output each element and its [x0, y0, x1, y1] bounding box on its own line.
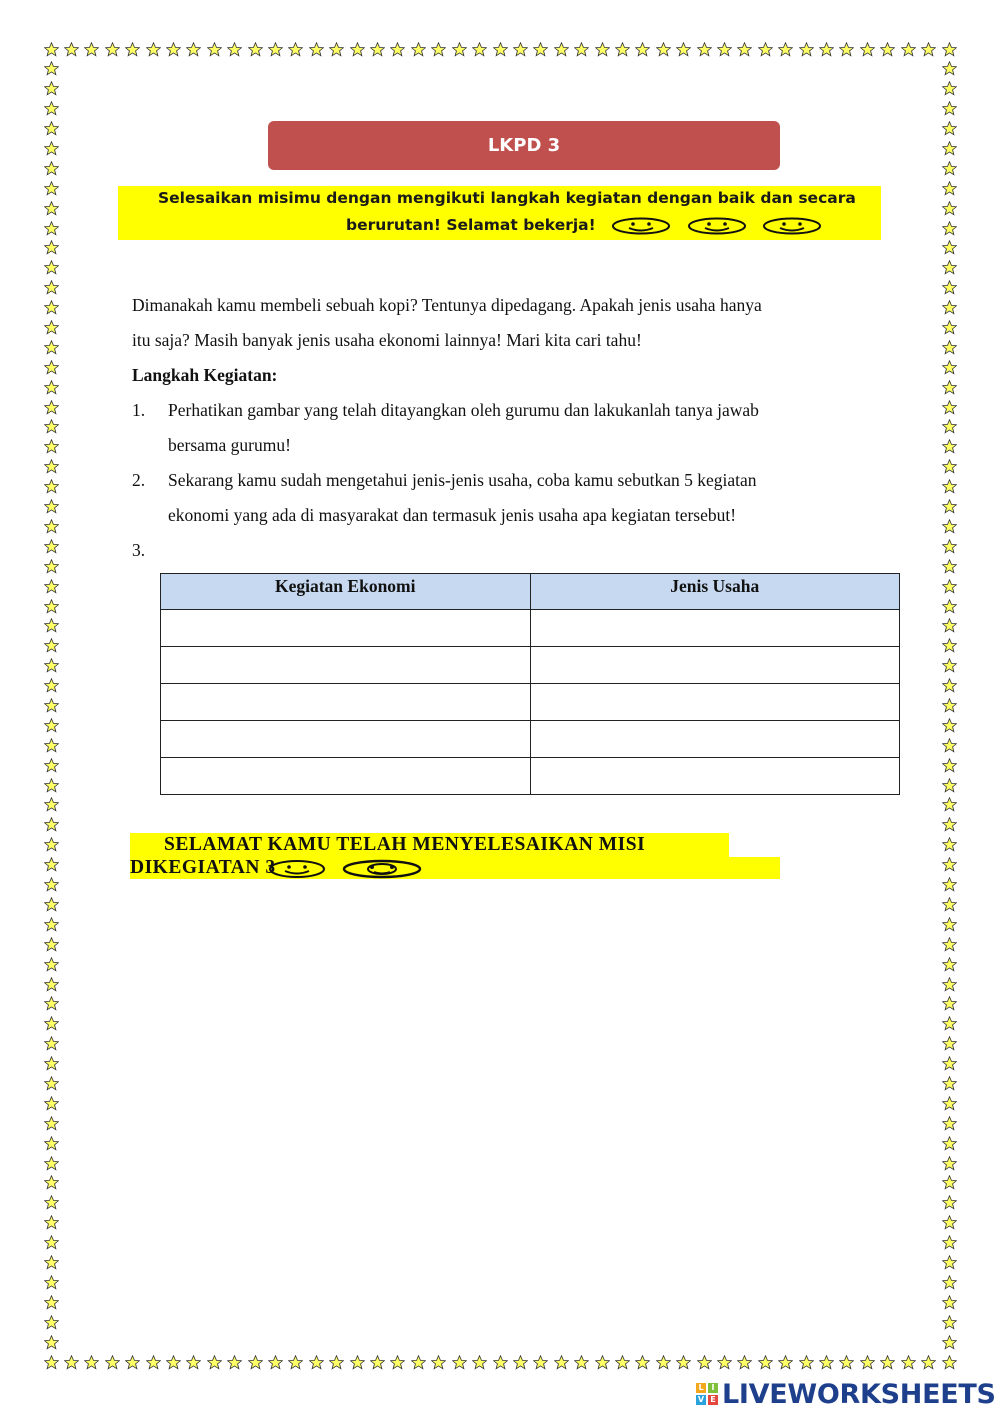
- star-icon: [942, 221, 957, 236]
- star-icon: [370, 1355, 385, 1370]
- liveworksheets-logo: [696, 1377, 996, 1411]
- star-icon: [44, 797, 59, 812]
- star-icon: [411, 1355, 426, 1370]
- star-icon: [942, 996, 957, 1011]
- star-icon: [44, 1156, 59, 1171]
- step-1-line-1: Perhatikan gambar yang telah ditayangkan oleh gurumu dan lakukanlah tanya jawab: [168, 400, 759, 420]
- star-icon: [942, 539, 957, 554]
- star-icon: [942, 559, 957, 574]
- star-icon: [942, 837, 957, 852]
- star-icon: [921, 42, 936, 57]
- star-icon: [574, 1355, 589, 1370]
- star-icon: [799, 42, 814, 57]
- star-icon: [186, 42, 201, 57]
- star-icon: [44, 897, 59, 912]
- star-icon: [472, 1355, 487, 1370]
- star-icon: [839, 1355, 854, 1370]
- star-icon: [105, 1355, 120, 1370]
- star-icon: [942, 1215, 957, 1230]
- star-icon: [64, 1355, 79, 1370]
- star-icon: [44, 877, 59, 892]
- star-icon: [942, 320, 957, 335]
- smiley-icon: [611, 217, 671, 235]
- star-icon: [942, 479, 957, 494]
- star-icon: [799, 1355, 814, 1370]
- star-icon: [942, 1036, 957, 1051]
- smiley-icon: [687, 217, 747, 235]
- star-icon: [44, 658, 59, 673]
- instruction-banner: [118, 186, 881, 240]
- closing-line-1: SELAMAT KAMU TELAH MENYELESAIKAN MISI: [130, 833, 729, 857]
- star-icon: [44, 758, 59, 773]
- star-icon: [146, 42, 161, 57]
- star-icon: [44, 559, 59, 574]
- star-icon: [44, 260, 59, 275]
- star-icon: [44, 1235, 59, 1250]
- instruction-line-2: [346, 216, 822, 235]
- star-icon: [390, 42, 405, 57]
- star-icon: [595, 1355, 610, 1370]
- closing-line-2: [130, 857, 780, 879]
- star-icon: [44, 320, 59, 335]
- star-icon: [942, 937, 957, 952]
- star-icon: [513, 42, 528, 57]
- star-icon: [227, 1355, 242, 1370]
- star-icon: [737, 42, 752, 57]
- star-icon: [248, 1355, 263, 1370]
- step-1-line-2: bersama gurumu!: [168, 435, 291, 455]
- star-icon: [44, 61, 59, 76]
- answer-cell-kegiatan[interactable]: [161, 647, 531, 684]
- star-icon: [942, 519, 957, 534]
- star-icon: [44, 240, 59, 255]
- star-icon: [44, 579, 59, 594]
- answer-cell-kegiatan[interactable]: [161, 684, 531, 721]
- star-icon: [942, 658, 957, 673]
- star-icon: [778, 1355, 793, 1370]
- step-3-number: 3.: [132, 540, 146, 560]
- star-icon: [44, 638, 59, 653]
- star-icon: [125, 1355, 140, 1370]
- star-icon: [329, 1355, 344, 1370]
- star-icon: [595, 42, 610, 57]
- star-icon: [309, 42, 324, 57]
- intro-line-2: itu saja? Masih banyak jenis usaha ekonomi lainnya! Mari kita cari tahu!: [132, 330, 642, 350]
- star-icon: [880, 42, 895, 57]
- star-icon: [44, 1136, 59, 1151]
- star-icon: [329, 42, 344, 57]
- table-header-row: [161, 574, 900, 610]
- star-icon: [44, 141, 59, 156]
- star-icon: [676, 42, 691, 57]
- star-icon: [942, 738, 957, 753]
- star-icon: [942, 1255, 957, 1270]
- star-icon: [819, 1355, 834, 1370]
- star-icon: [942, 439, 957, 454]
- star-icon: [533, 1355, 548, 1370]
- star-icon: [44, 1175, 59, 1190]
- star-icon: [839, 42, 854, 57]
- star-icon: [676, 1355, 691, 1370]
- star-icon: [44, 817, 59, 832]
- step-2-number: 2.: [132, 470, 146, 490]
- star-icon: [942, 181, 957, 196]
- star-icon: [44, 678, 59, 693]
- star-icon: [105, 42, 120, 57]
- step-2-line-1: Sekarang kamu sudah mengetahui jenis-jenis usaha, coba kamu sebutkan 5 kegiatan: [168, 470, 757, 490]
- star-icon: [350, 42, 365, 57]
- star-icon: [44, 1096, 59, 1111]
- star-icon: [942, 380, 957, 395]
- star-icon: [207, 42, 222, 57]
- star-icon: [942, 280, 957, 295]
- star-icon: [615, 42, 630, 57]
- star-icon: [901, 42, 916, 57]
- star-icon: [64, 42, 79, 57]
- star-icon: [942, 638, 957, 653]
- star-icon: [942, 1355, 957, 1370]
- star-icon: [819, 42, 834, 57]
- star-icon: [166, 1355, 181, 1370]
- star-icon: [758, 1355, 773, 1370]
- star-icon: [942, 240, 957, 255]
- star-icon: [44, 181, 59, 196]
- star-icon: [44, 400, 59, 415]
- star-icon: [942, 857, 957, 872]
- table-row: [161, 647, 900, 684]
- star-icon: [942, 698, 957, 713]
- star-icon: [942, 61, 957, 76]
- star-icon: [656, 1355, 671, 1370]
- star-icon: [44, 738, 59, 753]
- star-icon: [44, 280, 59, 295]
- star-icon: [942, 897, 957, 912]
- star-icon: [758, 42, 773, 57]
- star-icon: [901, 1355, 916, 1370]
- star-icon: [44, 1056, 59, 1071]
- star-icon: [44, 201, 59, 216]
- star-icon: [493, 42, 508, 57]
- star-icon: [44, 419, 59, 434]
- star-icon: [942, 718, 957, 733]
- star-icon: [84, 1355, 99, 1370]
- star-icon: [697, 1355, 712, 1370]
- star-icon: [186, 1355, 201, 1370]
- star-icon: [44, 1275, 59, 1290]
- star-icon: [880, 1355, 895, 1370]
- star-icon: [288, 1355, 303, 1370]
- worksheet-title: LKPD 3: [268, 121, 780, 170]
- liveworksheets-wordmark: LIVEWORKSHEETS: [722, 1378, 996, 1410]
- star-icon: [268, 1355, 283, 1370]
- star-icon: [166, 42, 181, 57]
- star-icon: [44, 121, 59, 136]
- star-icon: [44, 857, 59, 872]
- star-icon: [44, 499, 59, 514]
- star-icon: [44, 1116, 59, 1131]
- closing-line-2-text: DIKEGIATAN 3: [130, 857, 276, 878]
- star-icon: [942, 797, 957, 812]
- star-icon: [942, 360, 957, 375]
- star-icon: [942, 400, 957, 415]
- star-icon: [921, 1355, 936, 1370]
- star-icon: [44, 479, 59, 494]
- star-icon: [554, 42, 569, 57]
- star-icon: [44, 519, 59, 534]
- star-icon: [635, 1355, 650, 1370]
- step-1-number: 1.: [132, 400, 146, 420]
- answer-cell-kegiatan[interactable]: [161, 610, 531, 647]
- star-icon: [737, 1355, 752, 1370]
- star-icon: [44, 81, 59, 96]
- star-icon: [942, 101, 957, 116]
- star-icon: [942, 161, 957, 176]
- star-icon: [942, 817, 957, 832]
- star-icon: [44, 977, 59, 992]
- star-icon: [635, 42, 650, 57]
- star-icon: [44, 360, 59, 375]
- star-icon: [942, 499, 957, 514]
- instruction-line-2-text: berurutan! Selamat bekerja!: [346, 216, 596, 234]
- star-icon: [942, 459, 957, 474]
- answer-cell-jenis[interactable]: [530, 721, 900, 758]
- star-icon: [44, 698, 59, 713]
- star-icon: [942, 599, 957, 614]
- star-icon: [942, 877, 957, 892]
- star-icon: [44, 300, 59, 315]
- star-icon: [942, 618, 957, 633]
- star-icon: [656, 42, 671, 57]
- star-icon: [390, 1355, 405, 1370]
- step-2-line-2: ekonomi yang ada di masyarakat dan termasuk jenis usaha apa kegiatan tersebut!: [168, 505, 737, 525]
- star-icon: [44, 1195, 59, 1210]
- star-icon: [942, 1116, 957, 1131]
- star-icon: [44, 837, 59, 852]
- star-icon: [860, 42, 875, 57]
- table-row: [161, 758, 900, 795]
- star-icon: [44, 1255, 59, 1270]
- star-icon: [411, 42, 426, 57]
- star-icon: [942, 419, 957, 434]
- star-icon: [513, 1355, 528, 1370]
- star-icon: [942, 1056, 957, 1071]
- instruction-line-1: Selesaikan misimu dengan mengikuti langkah kegiatan dengan baik dan secara: [158, 189, 856, 207]
- star-icon: [44, 1315, 59, 1330]
- star-icon: [942, 1275, 957, 1290]
- intro-line-1: Dimanakah kamu membeli sebuah kopi? Tentunya dipedagang. Apakah jenis usaha hanya: [132, 295, 762, 315]
- star-icon: [472, 42, 487, 57]
- star-icon: [44, 439, 59, 454]
- star-icon: [288, 42, 303, 57]
- star-icon: [942, 917, 957, 932]
- star-icon: [44, 917, 59, 932]
- liveworksheets-logo-icon: L I V E: [696, 1383, 718, 1405]
- star-icon: [44, 1295, 59, 1310]
- star-icon: [84, 42, 99, 57]
- star-icon: [44, 380, 59, 395]
- star-icon: [717, 42, 732, 57]
- star-icon: [44, 1036, 59, 1051]
- star-icon: [44, 1355, 59, 1370]
- star-icon: [942, 758, 957, 773]
- star-icon: [942, 141, 957, 156]
- star-icon: [942, 1335, 957, 1350]
- answer-cell-jenis[interactable]: [530, 758, 900, 795]
- star-icon: [942, 340, 957, 355]
- answer-cell-jenis[interactable]: [530, 647, 900, 684]
- star-icon: [942, 42, 957, 57]
- star-icon: [533, 42, 548, 57]
- smiley-icon: [268, 859, 326, 879]
- header-jenis-usaha: Jenis Usaha: [530, 574, 900, 610]
- star-icon: [44, 1335, 59, 1350]
- star-icon: [942, 579, 957, 594]
- star-icon: [574, 42, 589, 57]
- table-row: [161, 610, 900, 647]
- star-icon: [146, 1355, 161, 1370]
- star-icon: [615, 1355, 630, 1370]
- table-row: [161, 684, 900, 721]
- star-icon: [493, 1355, 508, 1370]
- star-icon: [44, 937, 59, 952]
- star-icon: [431, 1355, 446, 1370]
- star-icon: [942, 1096, 957, 1111]
- star-icon: [697, 42, 712, 57]
- star-icon: [942, 1016, 957, 1031]
- star-icon: [44, 599, 59, 614]
- star-icon: [44, 778, 59, 793]
- star-icon: [350, 1355, 365, 1370]
- star-icon: [44, 1016, 59, 1031]
- star-icon: [44, 1076, 59, 1091]
- star-icon: [452, 42, 467, 57]
- star-icon: [942, 300, 957, 315]
- star-icon: [44, 618, 59, 633]
- star-icon: [44, 340, 59, 355]
- star-icon: [554, 1355, 569, 1370]
- star-icon: [942, 957, 957, 972]
- steps-heading: Langkah Kegiatan:: [132, 365, 278, 385]
- star-icon: [44, 996, 59, 1011]
- star-icon: [44, 459, 59, 474]
- answer-cell-jenis[interactable]: [530, 610, 900, 647]
- star-icon: [942, 201, 957, 216]
- star-icon: [778, 42, 793, 57]
- star-icon: [942, 1175, 957, 1190]
- star-icon: [431, 42, 446, 57]
- star-icon: [370, 42, 385, 57]
- star-icon: [248, 42, 263, 57]
- header-kegiatan-ekonomi: Kegiatan Ekonomi: [161, 574, 531, 610]
- star-icon: [309, 1355, 324, 1370]
- star-icon: [125, 42, 140, 57]
- star-icon: [268, 42, 283, 57]
- table-row: [161, 721, 900, 758]
- star-icon: [44, 42, 59, 57]
- star-icon: [44, 221, 59, 236]
- star-icon: [942, 678, 957, 693]
- star-icon: [227, 42, 242, 57]
- star-icon: [44, 161, 59, 176]
- smiley-icon: [762, 217, 822, 235]
- star-icon: [942, 1235, 957, 1250]
- star-icon: [717, 1355, 732, 1370]
- star-icon: [44, 718, 59, 733]
- star-icon: [942, 1195, 957, 1210]
- answer-cell-jenis[interactable]: [530, 684, 900, 721]
- laughing-smiley-icon: [342, 859, 422, 879]
- star-icon: [44, 1215, 59, 1230]
- star-icon: [942, 1156, 957, 1171]
- star-icon: [942, 1295, 957, 1310]
- answer-cell-kegiatan[interactable]: [161, 721, 531, 758]
- star-icon: [44, 957, 59, 972]
- star-icon: [942, 977, 957, 992]
- star-icon: [942, 1136, 957, 1151]
- star-icon: [942, 121, 957, 136]
- star-icon: [942, 1076, 957, 1091]
- star-icon: [942, 81, 957, 96]
- star-icon: [942, 1315, 957, 1330]
- answer-cell-kegiatan[interactable]: [161, 758, 531, 795]
- star-icon: [942, 260, 957, 275]
- star-icon: [942, 778, 957, 793]
- star-icon: [44, 539, 59, 554]
- answer-table: [160, 573, 900, 795]
- star-icon: [44, 101, 59, 116]
- star-icon: [452, 1355, 467, 1370]
- star-icon: [207, 1355, 222, 1370]
- star-icon: [860, 1355, 875, 1370]
